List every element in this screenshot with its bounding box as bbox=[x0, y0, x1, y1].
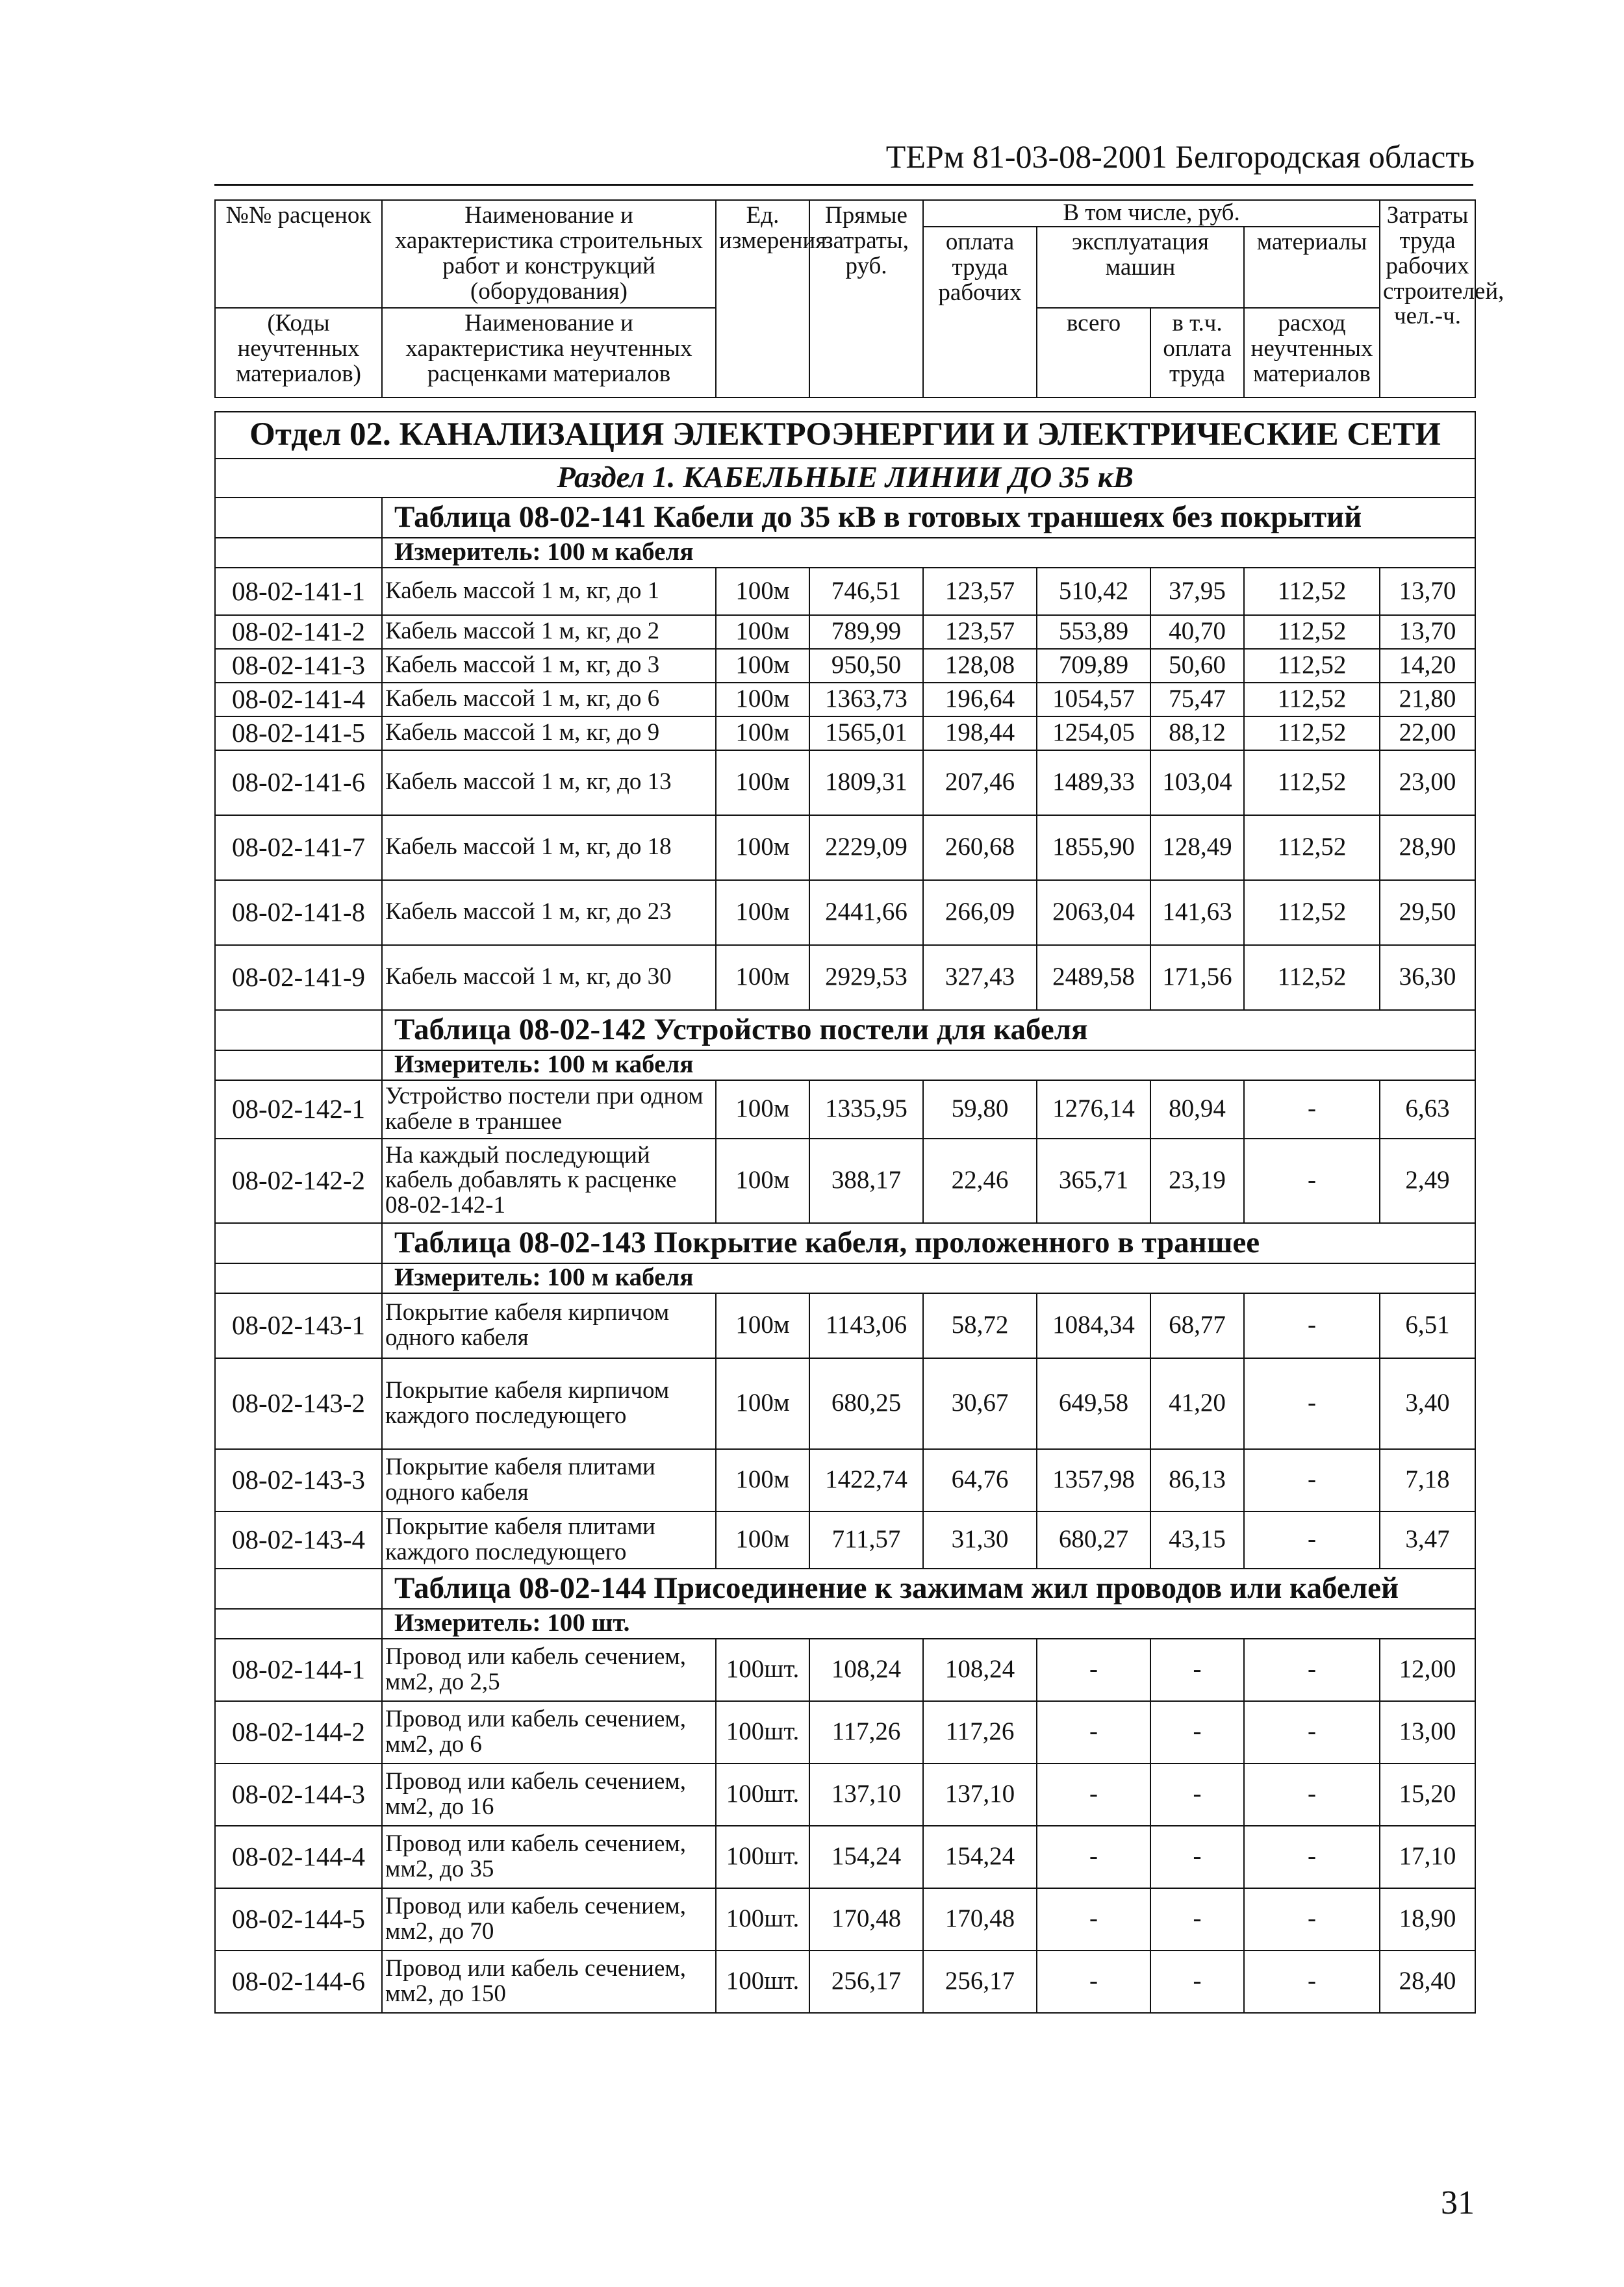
cell-wage: 154,24 bbox=[923, 1826, 1037, 1888]
cell-labor: 18,90 bbox=[1380, 1888, 1475, 1951]
cell-mat: - bbox=[1244, 1293, 1380, 1358]
col-header-code: №№ расценок bbox=[215, 200, 382, 308]
table-row bbox=[215, 1139, 1475, 1223]
cell-name: Кабель массой 1 м, кг, до 18 bbox=[382, 815, 716, 880]
cell-labor: 6,51 bbox=[1380, 1293, 1475, 1358]
col-header-direct: Прямые затраты, руб. bbox=[809, 200, 923, 398]
cell-mach: - bbox=[1037, 1888, 1150, 1951]
col-header-machines: эксплуатация машин bbox=[1037, 227, 1244, 308]
col-header-name-alt: Наименование и характеристика неучтенных расценками материалов bbox=[382, 308, 716, 398]
table-row bbox=[215, 750, 1475, 815]
cell-mat: 112,52 bbox=[1244, 615, 1380, 649]
cell-mat: - bbox=[1244, 1826, 1380, 1888]
cell-unit: 100м bbox=[716, 815, 809, 880]
cell-code: 08-02-143-4 bbox=[215, 1511, 382, 1569]
cell-mach-wage: 88,12 bbox=[1150, 716, 1244, 750]
cell-wage: 30,67 bbox=[923, 1358, 1037, 1449]
cell-direct: 680,25 bbox=[809, 1358, 923, 1449]
table-row bbox=[215, 1763, 1475, 1826]
cell-code: 08-02-144-5 bbox=[215, 1888, 382, 1951]
cell-code: 08-02-141-8 bbox=[215, 880, 382, 945]
cell-code: 08-02-141-6 bbox=[215, 750, 382, 815]
cell-mat: - bbox=[1244, 1080, 1380, 1139]
cell-mach: - bbox=[1037, 1763, 1150, 1826]
cell-direct: 154,24 bbox=[809, 1826, 923, 1888]
cell-unit: 100шт. bbox=[716, 1763, 809, 1826]
cell-direct: 137,10 bbox=[809, 1763, 923, 1826]
table-row bbox=[215, 1358, 1475, 1449]
cell-name: Покрытие кабеля плитами одного кабеля bbox=[382, 1449, 716, 1511]
cell-wage: 22,46 bbox=[923, 1139, 1037, 1223]
cell-code: 08-02-141-1 bbox=[215, 568, 382, 615]
col-header-unit: Ед. измерения bbox=[716, 200, 809, 398]
cell-code: 08-02-144-6 bbox=[215, 1951, 382, 2013]
table-row bbox=[215, 1888, 1475, 1951]
cell-labor: 22,00 bbox=[1380, 716, 1475, 750]
department-title: Отдел 02. КАНАЛИЗАЦИЯ ЭЛЕКТРОЭНЕРГИИ И ЭЛЕКТРИЧЕСКИЕ СЕТИ bbox=[215, 412, 1475, 459]
cell-mat: 112,52 bbox=[1244, 683, 1380, 716]
cell-wage: 170,48 bbox=[923, 1888, 1037, 1951]
header-rule bbox=[214, 184, 1473, 186]
cell-name: Провод или кабель сечением, мм2, до 150 bbox=[382, 1951, 716, 2013]
cell-mat: - bbox=[1244, 1358, 1380, 1449]
cell-name: Покрытие кабеля кирпичом каждого последующего bbox=[382, 1358, 716, 1449]
cell-labor: 14,20 bbox=[1380, 649, 1475, 683]
cell-direct: 1565,01 bbox=[809, 716, 923, 750]
cell-direct: 388,17 bbox=[809, 1139, 923, 1223]
cell-mach-wage: - bbox=[1150, 1826, 1244, 1888]
cell-mat: 112,52 bbox=[1244, 815, 1380, 880]
cell-unit: 100шт. bbox=[716, 1951, 809, 2013]
cell-labor: 13,70 bbox=[1380, 568, 1475, 615]
table-row bbox=[215, 1701, 1475, 1763]
cell-labor: 21,80 bbox=[1380, 683, 1475, 716]
table-row bbox=[215, 815, 1475, 880]
cell-direct: 2229,09 bbox=[809, 815, 923, 880]
cell-name: Устройство постели при одном кабеле в траншее bbox=[382, 1080, 716, 1139]
cell-code: 08-02-143-2 bbox=[215, 1358, 382, 1449]
cell-name: Провод или кабель сечением, мм2, до 70 bbox=[382, 1888, 716, 1951]
cell-wage: 266,09 bbox=[923, 880, 1037, 945]
cell-mach: 1357,98 bbox=[1037, 1449, 1150, 1511]
cell-mach-wage: 171,56 bbox=[1150, 945, 1244, 1010]
cell-direct: 108,24 bbox=[809, 1639, 923, 1701]
col-header-mach-wage: в т.ч. оплата труда bbox=[1150, 308, 1244, 398]
cell-labor: 29,50 bbox=[1380, 880, 1475, 945]
col-header-labor: Затраты труда рабочих строителей, чел.-ч. bbox=[1380, 200, 1475, 398]
table-measure: Измеритель: 100 м кабеля bbox=[382, 538, 1475, 568]
cell-mach: 1276,14 bbox=[1037, 1080, 1150, 1139]
table-row bbox=[215, 649, 1475, 683]
cell-mach: 2489,58 bbox=[1037, 945, 1150, 1010]
cell-unit: 100шт. bbox=[716, 1701, 809, 1763]
cell-labor: 36,30 bbox=[1380, 945, 1475, 1010]
cell-mat: 112,52 bbox=[1244, 880, 1380, 945]
cell-direct: 711,57 bbox=[809, 1511, 923, 1569]
cell-wage: 31,30 bbox=[923, 1511, 1037, 1569]
cell-labor: 7,18 bbox=[1380, 1449, 1475, 1511]
cell-wage: 108,24 bbox=[923, 1639, 1037, 1701]
cell-direct: 950,50 bbox=[809, 649, 923, 683]
cell-mach-wage: 128,49 bbox=[1150, 815, 1244, 880]
cell-name: Кабель массой 1 м, кг, до 3 bbox=[382, 649, 716, 683]
cell-wage: 123,57 bbox=[923, 615, 1037, 649]
cell-mach: 365,71 bbox=[1037, 1139, 1150, 1223]
cell-mach: - bbox=[1037, 1951, 1150, 2013]
cell-mat: - bbox=[1244, 1639, 1380, 1701]
cell-direct: 746,51 bbox=[809, 568, 923, 615]
page-number: 31 bbox=[1441, 2184, 1475, 2221]
cell-direct: 1809,31 bbox=[809, 750, 923, 815]
cell-code: 08-02-141-2 bbox=[215, 615, 382, 649]
cell-wage: 58,72 bbox=[923, 1293, 1037, 1358]
cell-unit: 100м bbox=[716, 880, 809, 945]
table-row bbox=[215, 880, 1475, 945]
col-header-incl: В том числе, руб. bbox=[923, 200, 1380, 227]
table-row bbox=[215, 1449, 1475, 1511]
cell-mach: 649,58 bbox=[1037, 1358, 1150, 1449]
cell-labor: 3,40 bbox=[1380, 1358, 1475, 1449]
cell-mach-wage: 75,47 bbox=[1150, 683, 1244, 716]
cell-wage: 260,68 bbox=[923, 815, 1037, 880]
cell-mach: 1855,90 bbox=[1037, 815, 1150, 880]
cell-name: Покрытие кабеля плитами каждого последующего bbox=[382, 1511, 716, 1569]
cell-name: Кабель массой 1 м, кг, до 23 bbox=[382, 880, 716, 945]
cell-mat: - bbox=[1244, 1449, 1380, 1511]
cell-mach-wage: 50,60 bbox=[1150, 649, 1244, 683]
cell-mat: 112,52 bbox=[1244, 750, 1380, 815]
cell-unit: 100м bbox=[716, 683, 809, 716]
cell-mach-wage: 41,20 bbox=[1150, 1358, 1244, 1449]
cell-name: Кабель массой 1 м, кг, до 1 bbox=[382, 568, 716, 615]
cell-mach-wage: 86,13 bbox=[1150, 1449, 1244, 1511]
cell-mach: 1254,05 bbox=[1037, 716, 1150, 750]
cell-name: Провод или кабель сечением, мм2, до 6 bbox=[382, 1701, 716, 1763]
cell-direct: 2929,53 bbox=[809, 945, 923, 1010]
table-row bbox=[215, 615, 1475, 649]
table-measure: Измеритель: 100 м кабеля bbox=[382, 1050, 1475, 1080]
cell-mat: - bbox=[1244, 1763, 1380, 1826]
col-header-code-alt: (Коды неучтенных материалов) bbox=[215, 308, 382, 398]
cell-wage: 207,46 bbox=[923, 750, 1037, 815]
table-title: Таблица 08-02-142 Устройство постели для кабеля bbox=[382, 1010, 1475, 1050]
table-title: Таблица 08-02-143 Покрытие кабеля, проложенного в траншее bbox=[382, 1223, 1475, 1263]
cell-mach: 1054,57 bbox=[1037, 683, 1150, 716]
cell-mach-wage: 40,70 bbox=[1150, 615, 1244, 649]
cell-labor: 13,70 bbox=[1380, 615, 1475, 649]
cell-unit: 100м bbox=[716, 1139, 809, 1223]
cell-mach: - bbox=[1037, 1701, 1150, 1763]
cell-code: 08-02-144-1 bbox=[215, 1639, 382, 1701]
cell-direct: 1422,74 bbox=[809, 1449, 923, 1511]
cell-unit: 100шт. bbox=[716, 1888, 809, 1951]
table-row bbox=[215, 568, 1475, 615]
col-header-mat-cons: расход неучтенных материалов bbox=[1244, 308, 1380, 398]
col-header-materials: материалы bbox=[1244, 227, 1380, 308]
cell-mach-wage: 23,19 bbox=[1150, 1139, 1244, 1223]
cell-mach: 1489,33 bbox=[1037, 750, 1150, 815]
table-row bbox=[215, 945, 1475, 1010]
cell-unit: 100м bbox=[716, 1358, 809, 1449]
cell-code: 08-02-141-9 bbox=[215, 945, 382, 1010]
cell-code: 08-02-141-4 bbox=[215, 683, 382, 716]
cell-labor: 6,63 bbox=[1380, 1080, 1475, 1139]
running-header: ТЕРм 81-03-08-2001 Белгородская область bbox=[885, 138, 1475, 175]
cell-mach-wage: 37,95 bbox=[1150, 568, 1244, 615]
col-header-mach-total: всего bbox=[1037, 308, 1150, 398]
table-row bbox=[215, 1639, 1475, 1701]
cell-name: Кабель массой 1 м, кг, до 30 bbox=[382, 945, 716, 1010]
cell-unit: 100шт. bbox=[716, 1639, 809, 1701]
cell-mach-wage: - bbox=[1150, 1888, 1244, 1951]
table-row bbox=[215, 1511, 1475, 1569]
cell-direct: 117,26 bbox=[809, 1701, 923, 1763]
cell-direct: 1143,06 bbox=[809, 1293, 923, 1358]
col-header-wage: оплата труда рабочих bbox=[923, 227, 1037, 398]
cell-labor: 28,40 bbox=[1380, 1951, 1475, 2013]
cell-mat: 112,52 bbox=[1244, 945, 1380, 1010]
table-row bbox=[215, 1293, 1475, 1358]
cell-unit: 100м bbox=[716, 615, 809, 649]
table-row bbox=[215, 683, 1475, 716]
cell-mach: - bbox=[1037, 1639, 1150, 1701]
cell-code: 08-02-143-1 bbox=[215, 1293, 382, 1358]
cell-mat: - bbox=[1244, 1511, 1380, 1569]
cell-unit: 100шт. bbox=[716, 1826, 809, 1888]
cell-mat: - bbox=[1244, 1951, 1380, 2013]
cell-wage: 137,10 bbox=[923, 1763, 1037, 1826]
cell-labor: 17,10 bbox=[1380, 1826, 1475, 1888]
cell-mach-wage: - bbox=[1150, 1763, 1244, 1826]
section-title: Раздел 1. КАБЕЛЬНЫЕ ЛИНИИ ДО 35 кВ bbox=[215, 459, 1475, 498]
cell-labor: 2,49 bbox=[1380, 1139, 1475, 1223]
cell-labor: 15,20 bbox=[1380, 1763, 1475, 1826]
cell-labor: 13,00 bbox=[1380, 1701, 1475, 1763]
table-row bbox=[215, 1826, 1475, 1888]
cell-wage: 327,43 bbox=[923, 945, 1037, 1010]
cell-mat: - bbox=[1244, 1701, 1380, 1763]
cell-unit: 100м bbox=[716, 1511, 809, 1569]
cell-wage: 64,76 bbox=[923, 1449, 1037, 1511]
cell-mach: 1084,34 bbox=[1037, 1293, 1150, 1358]
cell-direct: 256,17 bbox=[809, 1951, 923, 2013]
col-header-name: Наименование и характеристика строительных работ и конструкций (оборудования) bbox=[382, 200, 716, 308]
cell-mach-wage: 103,04 bbox=[1150, 750, 1244, 815]
cell-code: 08-02-142-1 bbox=[215, 1080, 382, 1139]
cell-mach-wage: 68,77 bbox=[1150, 1293, 1244, 1358]
cell-unit: 100м bbox=[716, 1449, 809, 1511]
cell-wage: 196,64 bbox=[923, 683, 1037, 716]
cell-direct: 1335,95 bbox=[809, 1080, 923, 1139]
cell-mat: 112,52 bbox=[1244, 568, 1380, 615]
cell-name: Провод или кабель сечением, мм2, до 2,5 bbox=[382, 1639, 716, 1701]
cell-wage: 128,08 bbox=[923, 649, 1037, 683]
cell-mat: - bbox=[1244, 1888, 1380, 1951]
cell-wage: 198,44 bbox=[923, 716, 1037, 750]
cell-code: 08-02-144-2 bbox=[215, 1701, 382, 1763]
cell-name: Провод или кабель сечением, мм2, до 16 bbox=[382, 1763, 716, 1826]
cell-direct: 170,48 bbox=[809, 1888, 923, 1951]
cell-unit: 100м bbox=[716, 568, 809, 615]
cell-direct: 1363,73 bbox=[809, 683, 923, 716]
table-title: Таблица 08-02-144 Присоединение к зажимам жил проводов или кабелей bbox=[382, 1569, 1475, 1609]
cell-code: 08-02-142-2 bbox=[215, 1139, 382, 1223]
cell-name: Покрытие кабеля кирпичом одного кабеля bbox=[382, 1293, 716, 1358]
cell-mach-wage: 43,15 bbox=[1150, 1511, 1244, 1569]
cell-code: 08-02-144-4 bbox=[215, 1826, 382, 1888]
cell-unit: 100м bbox=[716, 750, 809, 815]
cell-unit: 100м bbox=[716, 716, 809, 750]
cell-labor: 28,90 bbox=[1380, 815, 1475, 880]
cell-name: Провод или кабель сечением, мм2, до 35 bbox=[382, 1826, 716, 1888]
cell-mach-wage: 141,63 bbox=[1150, 880, 1244, 945]
table-row bbox=[215, 1951, 1475, 2013]
cell-mach: 553,89 bbox=[1037, 615, 1150, 649]
table-row bbox=[215, 1080, 1475, 1139]
cell-mach: 709,89 bbox=[1037, 649, 1150, 683]
cell-code: 08-02-141-3 bbox=[215, 649, 382, 683]
cell-mach-wage: 80,94 bbox=[1150, 1080, 1244, 1139]
cell-name: На каждый последующий кабель добавлять к расценке 08-02-142-1 bbox=[382, 1139, 716, 1223]
cell-code: 08-02-144-3 bbox=[215, 1763, 382, 1826]
cell-name: Кабель массой 1 м, кг, до 13 bbox=[382, 750, 716, 815]
cell-wage: 256,17 bbox=[923, 1951, 1037, 2013]
cell-mach-wage: - bbox=[1150, 1951, 1244, 2013]
cell-wage: 123,57 bbox=[923, 568, 1037, 615]
cell-labor: 23,00 bbox=[1380, 750, 1475, 815]
cell-wage: 117,26 bbox=[923, 1701, 1037, 1763]
table-title: Таблица 08-02-141 Кабели до 35 кВ в готовых траншеях без покрытий bbox=[382, 498, 1475, 538]
cell-name: Кабель массой 1 м, кг, до 9 bbox=[382, 716, 716, 750]
cell-unit: 100м bbox=[716, 1080, 809, 1139]
cell-code: 08-02-141-5 bbox=[215, 716, 382, 750]
cell-mach: - bbox=[1037, 1826, 1150, 1888]
cell-wage: 59,80 bbox=[923, 1080, 1037, 1139]
cell-direct: 2441,66 bbox=[809, 880, 923, 945]
cell-mat: 112,52 bbox=[1244, 649, 1380, 683]
cell-labor: 12,00 bbox=[1380, 1639, 1475, 1701]
table-measure: Измеритель: 100 м кабеля bbox=[382, 1263, 1475, 1293]
cell-mach-wage: - bbox=[1150, 1701, 1244, 1763]
cell-mach: 680,27 bbox=[1037, 1511, 1150, 1569]
cell-mach: 510,42 bbox=[1037, 568, 1150, 615]
cell-mach: 2063,04 bbox=[1037, 880, 1150, 945]
cell-unit: 100м bbox=[716, 649, 809, 683]
cell-unit: 100м bbox=[716, 945, 809, 1010]
cell-code: 08-02-141-7 bbox=[215, 815, 382, 880]
cell-name: Кабель массой 1 м, кг, до 2 bbox=[382, 615, 716, 649]
cell-name: Кабель массой 1 м, кг, до 6 bbox=[382, 683, 716, 716]
cell-mat: 112,52 bbox=[1244, 716, 1380, 750]
table-row bbox=[215, 716, 1475, 750]
cell-direct: 789,99 bbox=[809, 615, 923, 649]
cell-mach-wage: - bbox=[1150, 1639, 1244, 1701]
rates-table bbox=[214, 199, 1504, 2014]
cell-labor: 3,47 bbox=[1380, 1511, 1475, 1569]
cell-mat: - bbox=[1244, 1139, 1380, 1223]
table-measure: Измеритель: 100 шт. bbox=[382, 1609, 1475, 1639]
cell-code: 08-02-143-3 bbox=[215, 1449, 382, 1511]
cell-unit: 100м bbox=[716, 1293, 809, 1358]
